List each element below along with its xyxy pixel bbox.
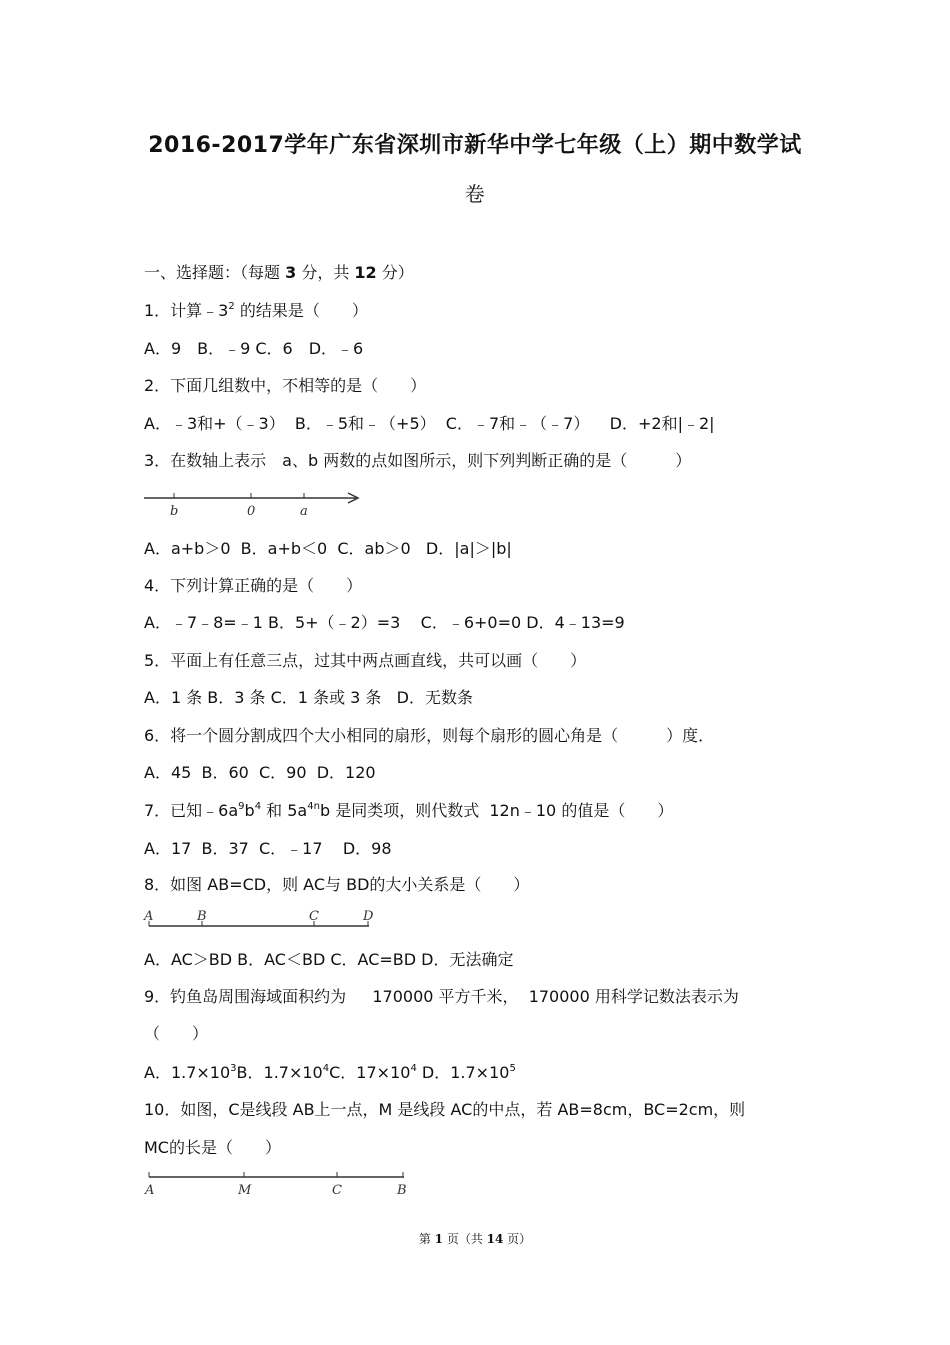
segment-abcd-figure bbox=[144, 906, 379, 936]
number-line-label-0: 0 bbox=[247, 504, 256, 519]
section-heading: 一、选择题：（每题 3 分，共 12 分） bbox=[144, 263, 414, 282]
question-2-options: A．﹣3和+（﹣3） B．﹣5和﹣（+5） C．﹣7和﹣（﹣7） D．+2和|﹣2| bbox=[144, 414, 715, 433]
question-6: 6．将一个圆分割成四个大小相同的扇形，则每个扇形的圆心角是（ ）度． bbox=[144, 726, 715, 745]
number-line-figure bbox=[144, 488, 374, 520]
question-4: 4．下列计算正确的是（ ） bbox=[144, 576, 363, 595]
question-1-options: A．9 B．﹣9 C．6 D．﹣6 bbox=[144, 339, 364, 358]
number-line-label-b: b bbox=[170, 504, 179, 519]
number-line-label-a: a bbox=[300, 504, 308, 519]
question-10-cont: MC的长是（ ） bbox=[144, 1138, 281, 1157]
segment-amcb-figure bbox=[144, 1168, 414, 1198]
question-8-options: A．AC＞BD B．AC＜BD C．AC=BD D．无法确定 bbox=[144, 950, 514, 969]
segment-label-B: B bbox=[197, 909, 207, 924]
segment-label-D: D bbox=[363, 909, 374, 924]
question-7-options: A．17 B．37 C．﹣17 D．98 bbox=[144, 839, 392, 858]
question-7: 7．已知$﹣6a^9b^4$ 和 $5a^{4n}b$ 是同类项，则代数式 12n﹣10 的值是（ ） bbox=[144, 801, 674, 820]
question-5-options: A．1 条 B．3 条 C．1 条或 3 条 D．无数条 bbox=[144, 688, 473, 707]
question-8: 8．如图 AB=CD，则 AC与 BD的大小关系是（ ） bbox=[144, 875, 530, 894]
exam-title-line1: 2016-2017学年广东省深圳市新华中学七年级（上）期中数学试 bbox=[148, 133, 802, 158]
segment-label-B2: B bbox=[397, 1183, 407, 1198]
question-9-cont: （ ） bbox=[144, 1024, 209, 1043]
segment-label-A: A bbox=[144, 909, 154, 924]
question-1: 1．计算$﹣3^2$ 的结果是（ ） bbox=[144, 301, 368, 320]
question-9-options: A．$1.7\times 10^3B$．$1.7\times 10^4C$．$17\times 10^4$ D．$1.7\times 10^5$ bbox=[144, 1063, 516, 1082]
segment-label-C2: C bbox=[332, 1183, 342, 1198]
question-5: 5．平面上有任意三点，过其中两点画直线，共可以画（ ） bbox=[144, 651, 587, 670]
question-4-options: A．﹣7﹣8=﹣1 B．5+（﹣2）=3 C．﹣6+0=0 D．4﹣13=9 bbox=[144, 613, 625, 632]
question-9: 9．钓鱼岛周围海域面积约为 170000 平方千米， 170000 用科学记数法表示为 bbox=[144, 987, 739, 1006]
page-footer: 第 1 页（共 14 页） bbox=[418, 1232, 532, 1246]
question-2: 2．下面几组数中，不相等的是（ ） bbox=[144, 376, 427, 395]
segment-label-C: C bbox=[309, 909, 319, 924]
question-3: 3．在数轴上表示 a、b 两数的点如图所示，则下列判断正确的是（ ） bbox=[144, 451, 692, 470]
segment-label-A2: A bbox=[145, 1183, 155, 1198]
exam-title-line2: 卷 bbox=[464, 182, 486, 206]
question-6-options: A．45 B．60 C．90 D．120 bbox=[144, 763, 376, 782]
segment-label-M: M bbox=[238, 1183, 252, 1198]
question-10: 10．如图，C是线段 AB上一点，M 是线段 AC的中点，若 AB=8cm，BC=2cm，则 bbox=[144, 1100, 746, 1119]
question-3-options: A．a+b＞0 B．a+b＜0 C．ab＞0 D．|a|＞|b| bbox=[144, 539, 512, 558]
